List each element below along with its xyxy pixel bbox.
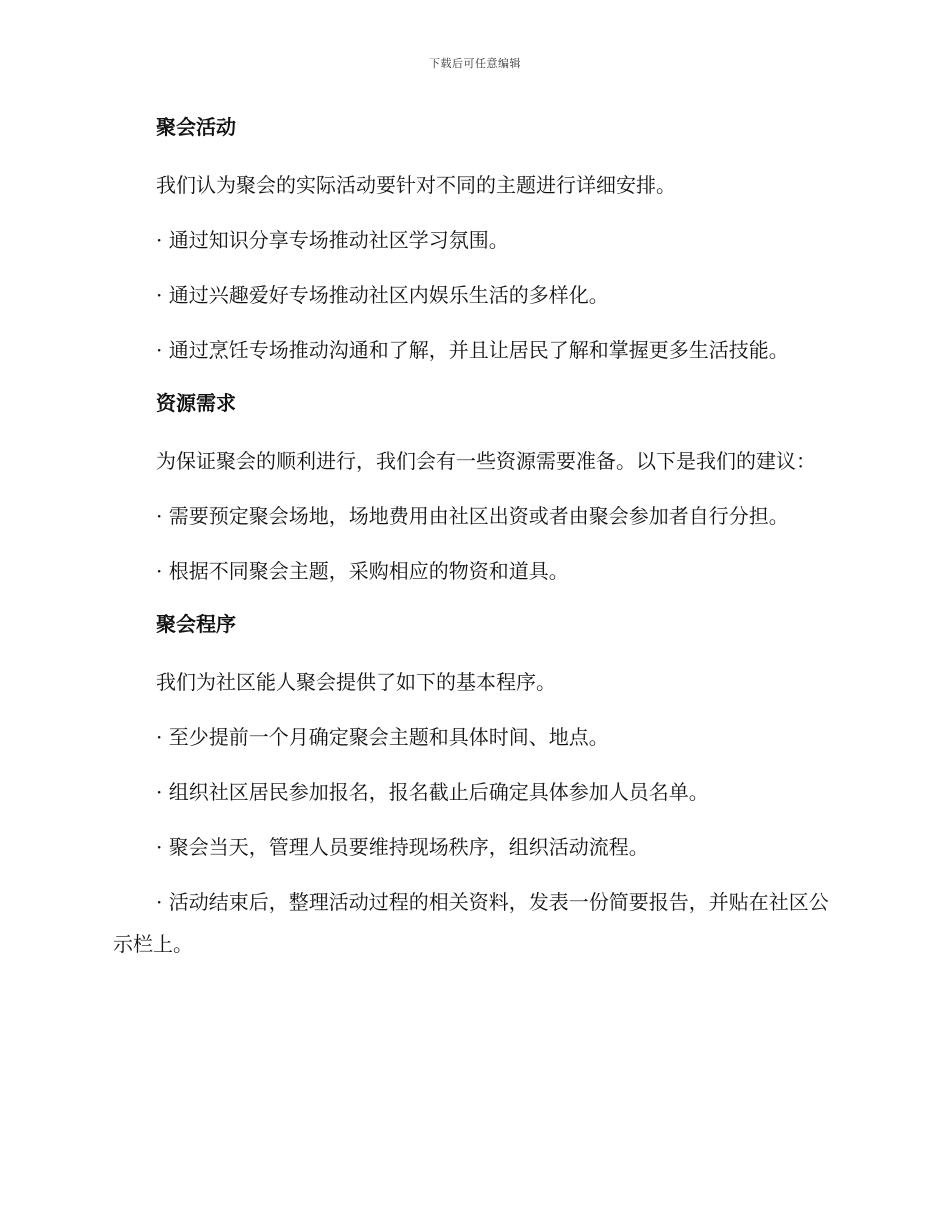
list-item: · 聚会当天，管理人员要维持现场秩序，组织活动流程。 <box>156 835 649 859</box>
section-activities <box>113 108 833 371</box>
list-item: · 组织社区居民参加报名，报名截止后确定具体参加人员名单。 <box>156 780 709 804</box>
section-heading: 聚会程序 <box>156 612 236 636</box>
list-item: · 通过兴趣爱好专场推动社区内娱乐生活的多样化。 <box>156 283 609 307</box>
list-item: · 活动结束后，整理活动过程的相关资料，发表一份简要报告，并贴在社区公示栏上。 <box>113 890 829 956</box>
list-item: · 通过烹饪专场推动沟通和了解，并且让居民了解和掌握更多生活技能。 <box>156 338 789 362</box>
document-body <box>113 108 833 978</box>
list-item: · 至少提前一个月确定聚会主题和具体时间、地点。 <box>156 725 609 749</box>
section-intro: 我们认为聚会的实际活动要针对不同的主题进行详细安排。 <box>156 173 676 197</box>
section-procedure <box>113 605 833 965</box>
section-heading: 资源需求 <box>156 391 236 415</box>
section-intro: 我们为社区能人聚会提供了如下的基本程序。 <box>156 670 556 694</box>
section-intro: 为保证聚会的顺利进行，我们会有一些资源需要准备。以下是我们的建议： <box>156 449 816 473</box>
section-resources <box>113 384 833 592</box>
section-heading: 聚会活动 <box>156 115 236 139</box>
list-item: · 需要预定聚会场地，场地费用由社区出资或者由聚会参加者自行分担。 <box>156 504 789 528</box>
list-item: · 根据不同聚会主题，采购相应的物资和道具。 <box>156 559 569 583</box>
page-header-note: 下载后可任意编辑 <box>429 57 521 70</box>
list-item: · 通过知识分享专场推动社区学习氛围。 <box>156 228 509 252</box>
